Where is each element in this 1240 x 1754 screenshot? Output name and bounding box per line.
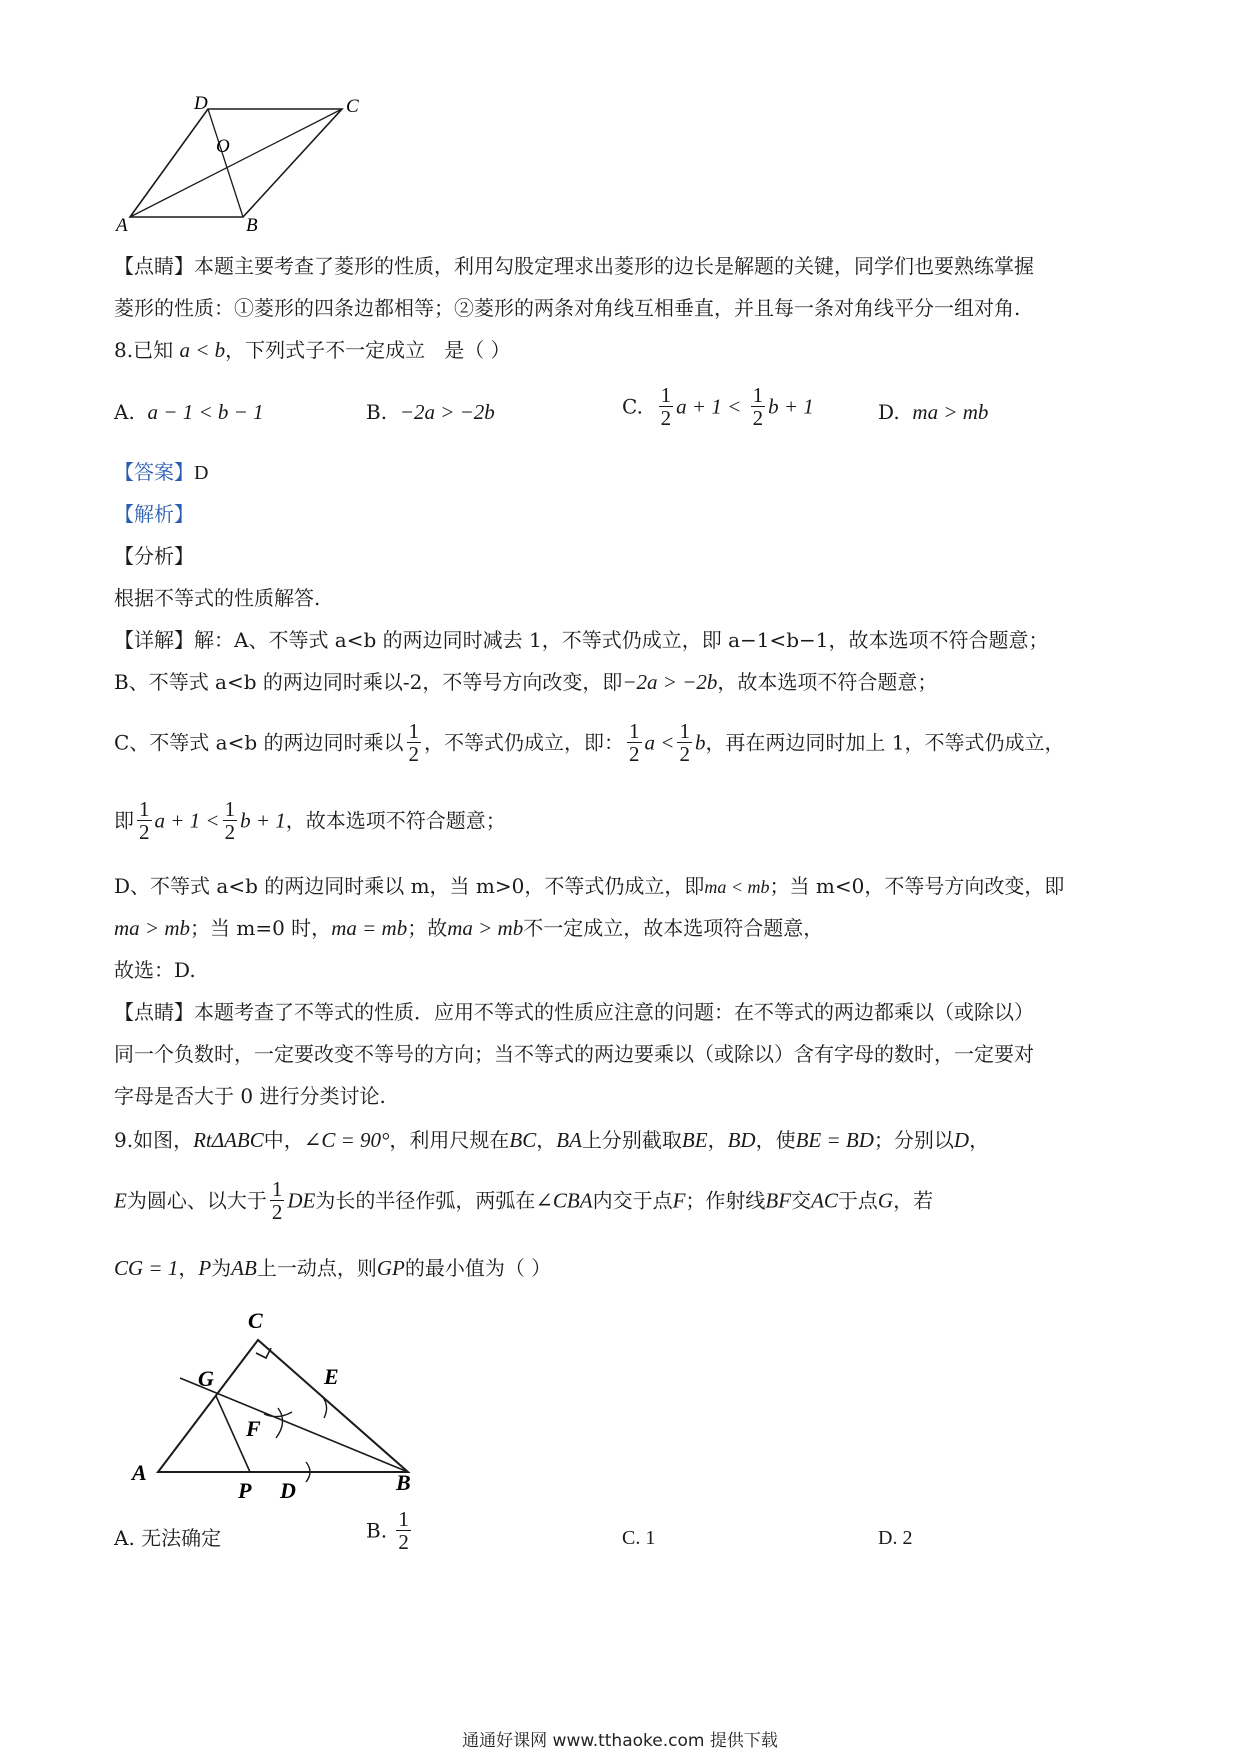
q8-condition: a < b (179, 338, 226, 362)
q9-math: F (672, 1188, 686, 1213)
rhombus-label-o: O (216, 136, 230, 157)
detail-text: C、不等式 a<b 的两边同时乘以 (114, 730, 404, 755)
detail-text: ，再在两边同时加上 1，不等式仍成立， (705, 730, 1065, 755)
fraction-den: 2 (224, 820, 236, 844)
fraction (677, 720, 692, 765)
q9-text: ，利用尺规在 (389, 1128, 510, 1152)
answer-value: D (194, 462, 209, 484)
fraction-den: 2 (629, 742, 640, 766)
q9-math: D (953, 1128, 970, 1152)
option-text: 无法确定 (141, 1526, 222, 1550)
detail-math: a + 1 < (154, 808, 220, 833)
option-math: a + 1 < (676, 394, 742, 419)
detail-tag: 【详解】 (114, 628, 194, 652)
detail-text: 解：A、不等式 a<b 的两边同时减去 1，不等式仍成立，即 a−1<b−1，故本选项不符合题意； (194, 628, 1049, 652)
detail-line-b (114, 668, 937, 696)
rhombus-label-d: D (194, 93, 208, 114)
detail-text: ；故 (407, 916, 448, 940)
option-label: A. (114, 400, 135, 424)
q9-option-c[interactable]: C. 1 (622, 1527, 656, 1549)
fraction-num: 1 (629, 719, 640, 743)
tri-label-b: B (396, 1470, 411, 1495)
detail-math: ma < mb (704, 877, 770, 897)
fraction (396, 1508, 411, 1553)
q9-math: GP (376, 1256, 405, 1280)
q8-option-d[interactable] (878, 398, 988, 426)
detail-line-c2 (114, 798, 506, 843)
tri-label-p: P (238, 1478, 252, 1500)
q8-answer (114, 458, 208, 487)
detail-line-a (114, 626, 1049, 654)
note-tag: 【点睛】 (114, 254, 194, 278)
detail-text: 即 (114, 808, 134, 833)
q9-math: BE = BD (795, 1128, 874, 1152)
fraction-den: 2 (398, 1530, 409, 1554)
note8-line3: 字母是否大于 0 进行分类讨论. (114, 1084, 386, 1108)
tri-label-d: D (280, 1478, 296, 1500)
fraction (407, 720, 422, 765)
q9-math: AB (231, 1256, 257, 1280)
fraction-den: 2 (408, 742, 420, 766)
note7-line2: 菱形的性质：①菱形的四条边都相等；②菱形的两条对角线互相垂直，并且每一条对角线平分一组对角. (114, 296, 1021, 320)
rhombus-label-b: B (246, 215, 258, 236)
detail-line-d2 (114, 914, 823, 942)
q8-stem (114, 336, 511, 364)
q9-text: 中， (263, 1128, 304, 1152)
fraction (223, 798, 238, 843)
fraction-num: 1 (271, 1177, 283, 1201)
note8-line1 (114, 998, 1034, 1026)
q9-math: BD (727, 1128, 756, 1152)
q9-text: ， (536, 1128, 557, 1152)
fraction-den: 2 (679, 742, 690, 766)
detail-math: ma > mb (447, 916, 524, 940)
q9-text: ， (707, 1128, 728, 1152)
q9-line2 (114, 1178, 933, 1223)
answer-tag: 【答案】 (114, 460, 194, 484)
fraction-num: 1 (224, 797, 236, 821)
option-label: B. (366, 400, 388, 424)
q9-math: CG = 1 (114, 1256, 179, 1280)
q8-option-c[interactable] (622, 384, 814, 429)
q9-line3 (114, 1254, 551, 1282)
q9-option-b[interactable] (366, 1508, 414, 1553)
q9-math: BF (765, 1188, 792, 1213)
q8-prefix: 8.已知 (114, 338, 174, 362)
q8-option-a[interactable] (114, 398, 264, 426)
note-tag: 【点睛】 (114, 1000, 194, 1024)
detail-text: ，故本选项不符合题意； (717, 670, 938, 694)
fraction-den: 2 (752, 406, 764, 430)
fraction (137, 798, 152, 843)
fraction-num: 1 (752, 383, 764, 407)
option-math: a − 1 < b − 1 (147, 400, 264, 424)
q9-math: P (198, 1256, 212, 1280)
detail-text: ，故本选项不符合题意； (285, 808, 506, 833)
option-label: C. (622, 394, 643, 419)
detail-text: ；当 m<0，不等号方向改变，即 (769, 874, 1065, 898)
q9-option-d[interactable]: D. 2 (878, 1527, 913, 1549)
note7-line1 (114, 252, 1034, 280)
q9-math: ∠CBA (535, 1188, 593, 1213)
fraction-num: 1 (408, 719, 420, 743)
fraction-den: 2 (660, 406, 672, 430)
q9-math: BC (509, 1128, 537, 1152)
tri-label-g: G (198, 1366, 214, 1391)
detail-math: ma > mb (114, 916, 191, 940)
option-label: A. (114, 1526, 135, 1550)
q9-math: BA (556, 1128, 582, 1152)
q9-math: E (114, 1188, 127, 1213)
fraction-den: 2 (271, 1200, 283, 1224)
q9-math: G (877, 1188, 894, 1213)
fraction (751, 384, 766, 429)
q9-text: ，若 (893, 1188, 934, 1213)
tri-label-e: E (324, 1364, 339, 1389)
page-footer: 通通好课网 www.tthaoke.com 提供下载 (462, 1731, 778, 1751)
q9-line1 (114, 1126, 989, 1154)
q9-math: DE (287, 1188, 316, 1213)
q9-math: RtΔABC (193, 1128, 264, 1152)
triangle-figure (128, 1300, 438, 1500)
tri-label-a: A (132, 1460, 147, 1485)
q9-text: 上分别截取 (581, 1128, 682, 1152)
fraction (270, 1178, 285, 1223)
tri-label-f: F (246, 1416, 261, 1441)
q9-text: 交 (791, 1188, 812, 1213)
fraction-den: 2 (139, 820, 150, 844)
q9-math: BE (681, 1128, 708, 1152)
note-text: 本题主要考查了菱形的性质，利用勾股定理求出菱形的边长是解题的关键，同学们也要熟练掌握 (194, 254, 1034, 278)
q9-text: ，使 (755, 1128, 796, 1152)
fenxi-tag: 【分析】 (114, 544, 194, 568)
fenxi-text: 根据不等式的性质解答. (114, 586, 321, 610)
detail-math: b + 1 (240, 808, 286, 833)
q8-option-b[interactable] (366, 398, 495, 426)
option-label: B. (366, 1518, 388, 1543)
detail-text: ，不等式仍成立，即： (424, 730, 625, 755)
note8-line2: 同一个负数时，一定要改变不等号的方向；当不等式的两边要乘以（或除以）含有字母的数时，一定要对 (114, 1042, 1034, 1066)
detail-math: b (694, 730, 706, 755)
q9-text: 为圆心、以大于 (126, 1188, 267, 1213)
q9-text: ；作射线 (685, 1188, 766, 1213)
detail-text: 不一定成立，故本选项符合题意， (523, 916, 824, 940)
detail-math: a < (644, 730, 675, 755)
detail-line-c (114, 720, 1065, 765)
analysis-tag: 【解析】 (114, 502, 194, 526)
fraction-num: 1 (679, 719, 690, 743)
fraction (659, 384, 674, 429)
q8-mid: ，下列式子不一定成立 (225, 338, 426, 362)
q9-text: 内交于点 (592, 1188, 673, 1213)
detail-text: ；当 m=0 时， (190, 916, 332, 940)
option-math: ma > mb (912, 400, 989, 424)
fraction-num: 1 (660, 383, 672, 407)
option-math: b + 1 (768, 394, 814, 419)
detail-math: −2a > −2b (622, 670, 718, 694)
q9-text: 9.如图， (114, 1128, 194, 1152)
option-label: D. (878, 400, 900, 424)
q8-suffix: 是（ ） (444, 338, 511, 362)
q9-text: 于点 (837, 1188, 878, 1213)
note-text: 本题考查了不等式的性质．应用不等式的性质应注意的问题：在不等式的两边都乘以（或除以） (194, 1000, 1034, 1024)
rhombus-label-a: A (116, 215, 128, 236)
q9-text: ， (178, 1256, 199, 1280)
q9-text: ， (969, 1128, 990, 1152)
q9-math: ∠C = 90° (303, 1128, 390, 1152)
q9-text: ；分别以 (873, 1128, 954, 1152)
fraction (627, 720, 642, 765)
rhombus-figure (110, 92, 370, 242)
detail-text: D、不等式 a<b 的两边同时乘以 m，当 m>0，不等式仍成立，即 (114, 874, 705, 898)
detail-math: ma = mb (331, 916, 408, 940)
choose-line: 故选：D. (114, 958, 196, 982)
detail-line-d (114, 872, 1064, 901)
rhombus-label-c: C (346, 96, 359, 117)
q9-text: 为 (211, 1256, 232, 1280)
detail-text: B、不等式 a<b 的两边同时乘以-2，不等号方向改变，即 (114, 670, 623, 694)
q9-text: 上一动点，则 (256, 1256, 377, 1280)
q9-math: AC (811, 1188, 838, 1213)
q9-text: 为长的半径作弧，两弧在 (315, 1188, 536, 1213)
option-math: −2a > −2b (399, 400, 495, 424)
tri-label-c: C (248, 1308, 263, 1333)
q9-option-a[interactable] (114, 1524, 221, 1552)
q9-text: 的最小值为（ ） (404, 1256, 552, 1280)
fraction-num: 1 (398, 1507, 409, 1531)
fraction-num: 1 (139, 797, 150, 821)
